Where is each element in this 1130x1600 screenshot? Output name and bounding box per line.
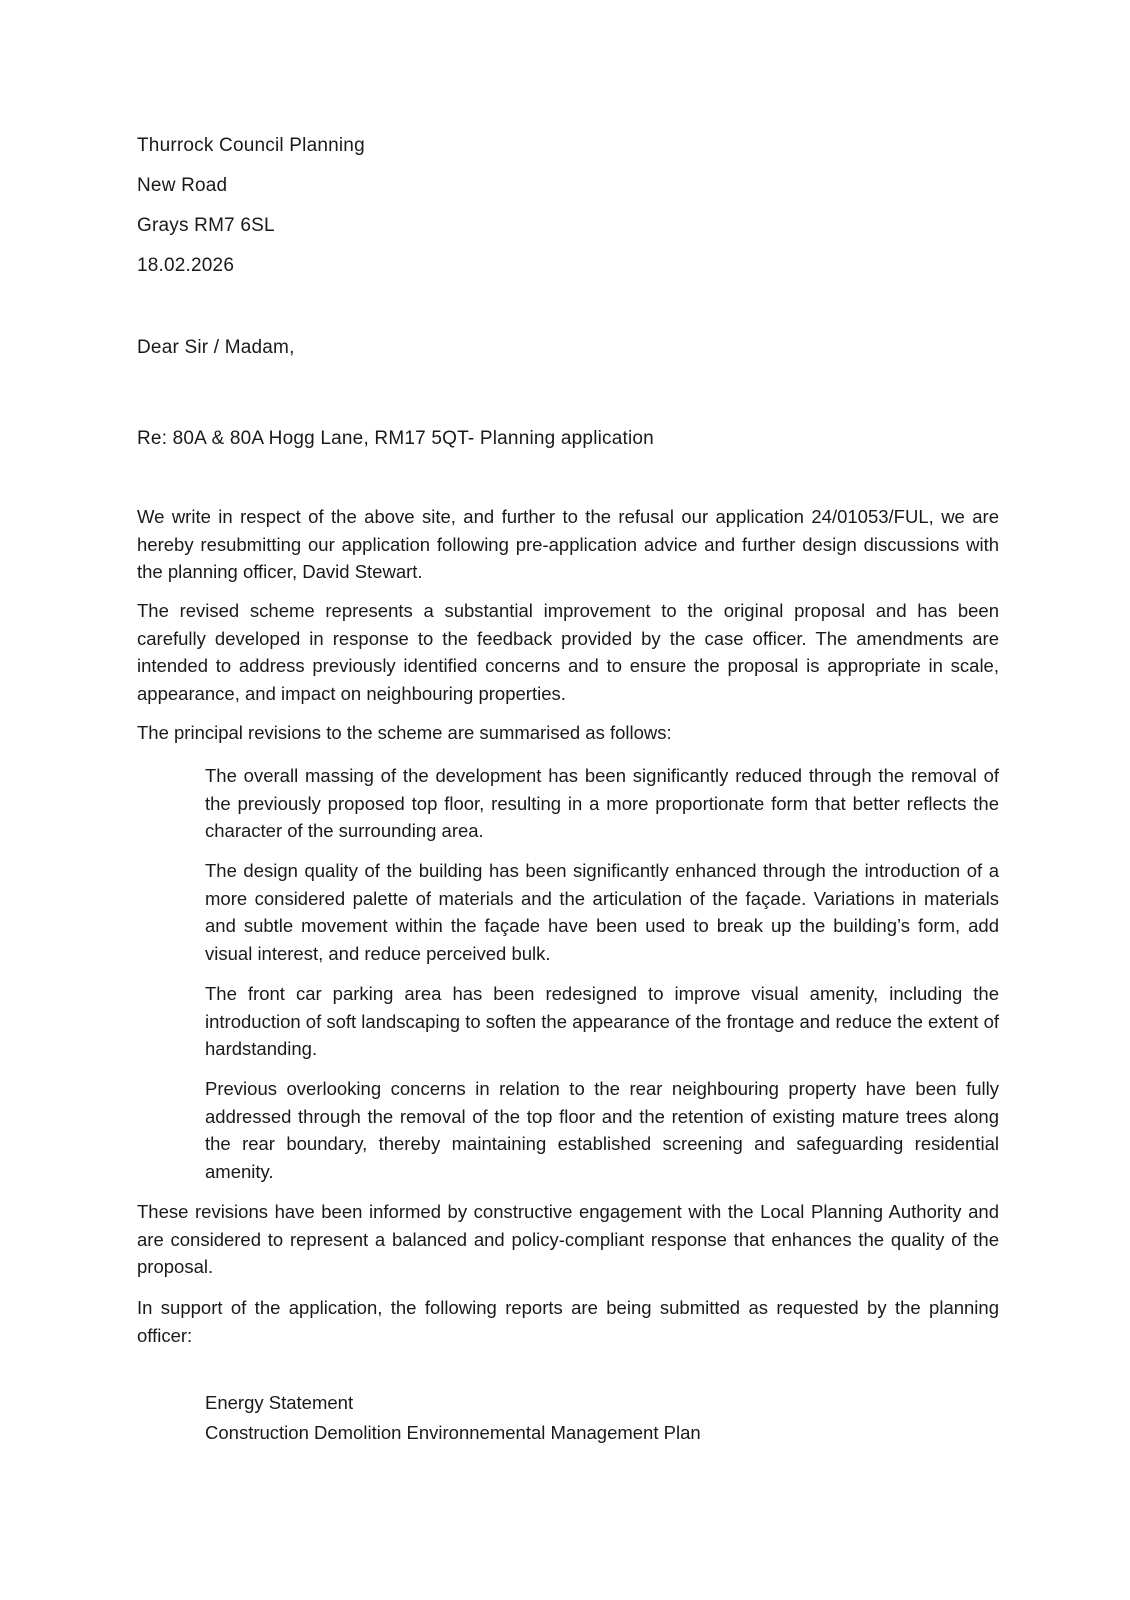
revised-scheme-paragraph: The revised scheme represents a substantial improvement to the original proposal and has been carefully developed in response to the feedback provided by the case officer. The amendments are intended to address previously identified concerns and to ensure the proposal is appropriate in scale, appearance, and impact on neighbouring properties.: [137, 600, 999, 704]
principal-revisions-intro: The principal revisions to the scheme are summarised as follows:: [137, 722, 672, 743]
recipient-street: New Road: [137, 175, 228, 196]
support-intro-paragraph: In support of the application, the following reports are being submitted as requested by the planning officer:: [137, 1297, 999, 1346]
report-item: Energy Statement: [205, 1392, 354, 1413]
salutation: Dear Sir / Madam,: [137, 337, 295, 358]
letter-date: 18.02.2026: [137, 255, 235, 276]
intro-paragraph: We write in respect of the above site, and further to the refusal our application 24/01053/FUL, we are hereby resubmitting our application following pre-application advice and further design discussions with the planning officer, David Stewart.: [137, 506, 999, 582]
engagement-paragraph: These revisions have been informed by constructive engagement with the Local Planning Authority and are considered to represent a balanced and policy-compliant response that enhances the quality of the proposal.: [137, 1201, 999, 1277]
subject-line: Re: 80A & 80A Hogg Lane, RM17 5QT- Planning application: [137, 428, 654, 449]
revision-item: The overall massing of the development has been significantly reduced through the removal of the previously proposed top floor, resulting in a more proportionate form that better reflects the character of the surrounding area.: [205, 765, 999, 841]
revision-item: The front car parking area has been redesigned to improve visual amenity, including the introduction of soft landscaping to soften the appearance of the frontage and reduce the extent of hardstanding.: [205, 983, 1000, 1059]
recipient-name: Thurrock Council Planning: [137, 135, 365, 156]
report-item: Construction Demolition Environnemental Management Plan: [205, 1422, 701, 1443]
recipient-town-postcode: Grays RM7 6SL: [137, 215, 275, 236]
revision-item: Previous overlooking concerns in relation to the rear neighbouring property have been fully addressed through the removal of the top floor and the retention of existing mature trees along the rear boundary, thereby maintaining established screening and safeguarding residential amenity.: [205, 1078, 999, 1182]
reports-list: [205, 1388, 701, 1448]
revision-item: The design quality of the building has been significantly enhanced through the introduction of a more considered palette of materials and the articulation of the façade. Variations in materials and subtle movement within the façade have been used to break up the building’s form, add visual interest, and reduce perceived bulk.: [205, 860, 999, 964]
